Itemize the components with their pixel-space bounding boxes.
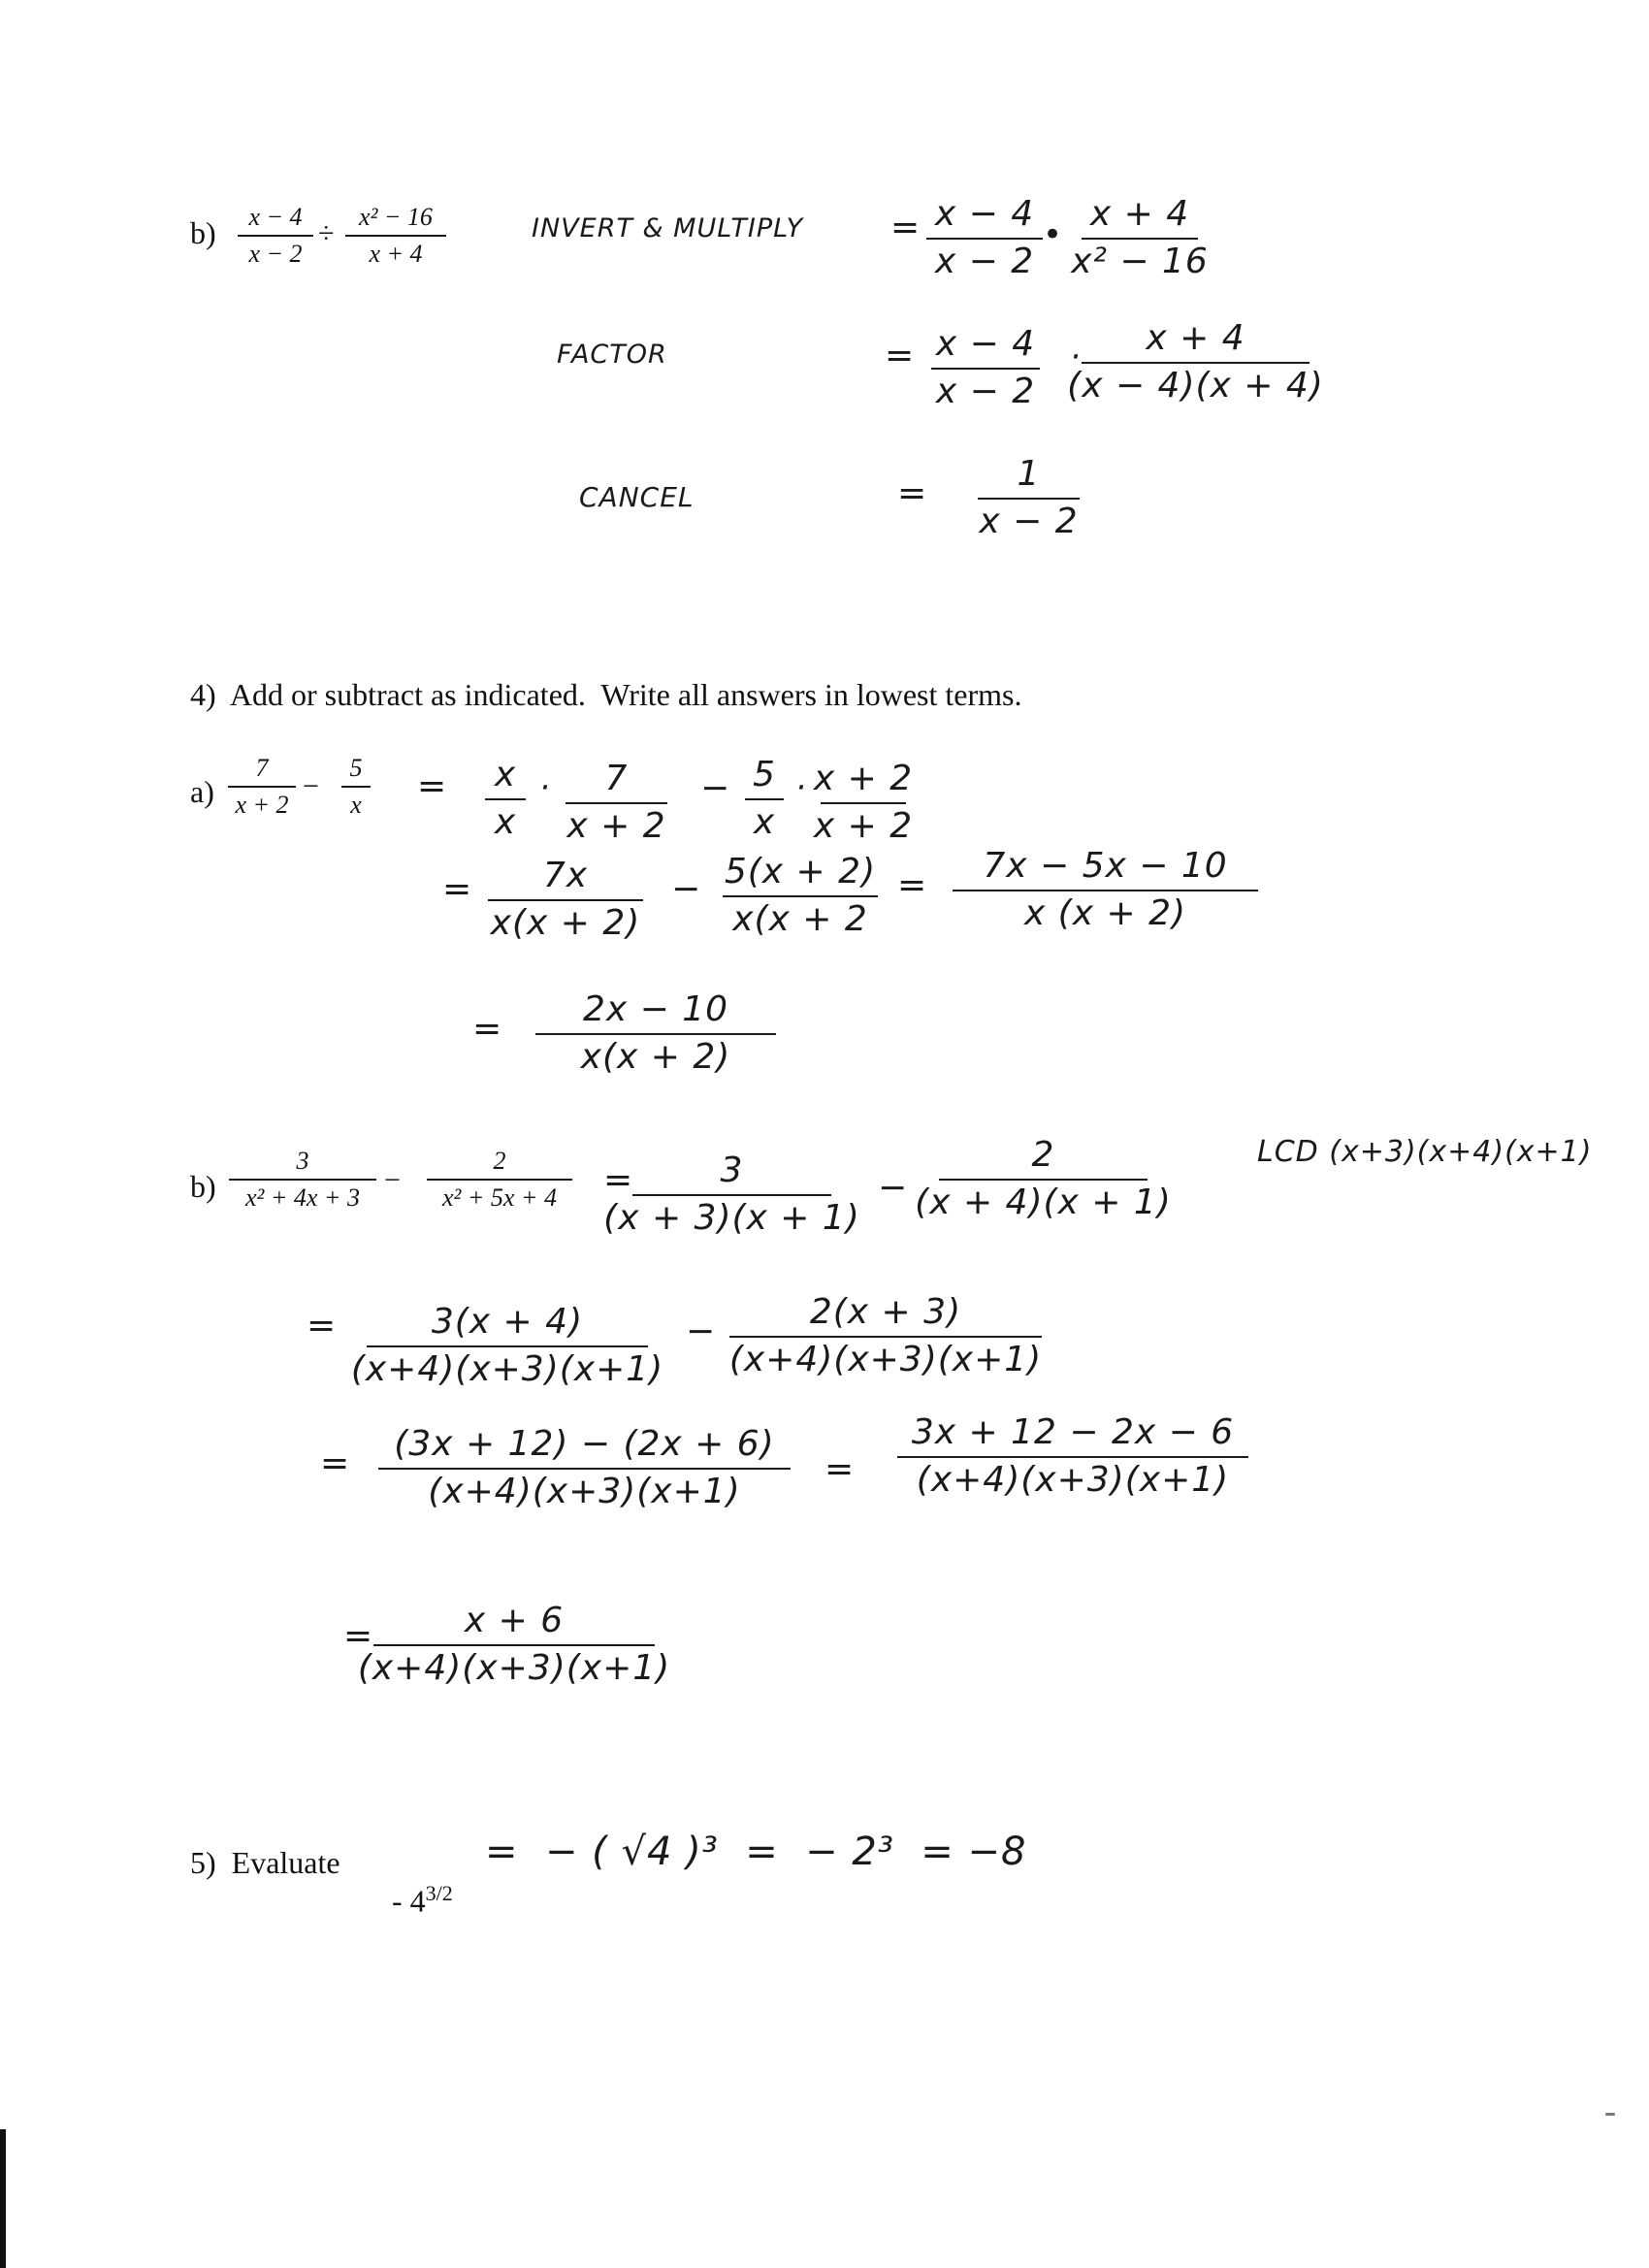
handwritten-fraction: x x	[485, 757, 526, 841]
handwritten-fraction: x + 2 x + 2	[813, 759, 914, 846]
equals-sign: =	[343, 1616, 374, 1656]
step-note: INVERT & MULTIPLY	[532, 213, 804, 243]
expression-base: - 4	[392, 1883, 426, 1919]
handwritten-fraction: 5(x + 2) x(x + 2	[724, 852, 877, 939]
minus-operator: −	[303, 770, 319, 802]
handwritten-fraction: 7x x(x + 2)	[488, 858, 643, 942]
handwritten-fraction: 3 (x + 3)(x + 1)	[603, 1150, 860, 1238]
handwritten-fraction: 2 (x + 4)(x + 1)	[915, 1135, 1172, 1222]
handwritten-fraction: x − 4 x − 2	[926, 196, 1043, 280]
handwritten-fraction: x + 4 (x − 4)(x + 4)	[1067, 318, 1324, 405]
step-note: FACTOR	[557, 340, 667, 370]
problem-label: a)	[190, 774, 214, 809]
question-prompt: 4) Add or subtract as indicated. Write all answers in lowest terms.	[190, 677, 1022, 712]
lcd-note: LCD (x+3)(x+4)(x+1)	[1257, 1135, 1593, 1169]
equals-sign: =	[885, 336, 916, 375]
minus-sign: −	[671, 869, 702, 909]
problem-label: b)	[190, 215, 216, 250]
multiply-dot: ·	[539, 768, 551, 807]
handwritten-fraction: 7x − 5x − 10 x (x + 2)	[953, 848, 1258, 932]
step-note: CANCEL	[579, 481, 695, 513]
equals-sign: =	[442, 869, 473, 909]
scan-speck	[1605, 2113, 1615, 2116]
handwritten-fraction: x − 4 x − 2	[931, 326, 1040, 410]
problem-fraction: 5 x	[341, 755, 371, 819]
minus-sign: −	[686, 1312, 717, 1351]
evaluate-expression	[376, 1845, 453, 1920]
handwritten-fraction: 2(x + 3) (x+4)(x+3)(x+1)	[728, 1292, 1043, 1379]
divide-operator: ÷	[318, 217, 335, 249]
equals-sign: =	[603, 1160, 634, 1200]
multiply-dot: •	[1043, 215, 1064, 254]
handwritten-fraction: 2x − 10 x(x + 2)	[535, 991, 776, 1076]
minus-operator: −	[384, 1164, 401, 1196]
equals-sign: =	[890, 208, 922, 247]
question-label: 5) Evaluate	[190, 1845, 340, 1880]
problem-fraction: 3 x² + 4x + 3	[229, 1148, 376, 1212]
problem-label: b)	[190, 1169, 216, 1204]
equals-sign: =	[307, 1306, 338, 1345]
expression-exponent: 3/2	[425, 1881, 453, 1905]
handwritten-fraction: 3x + 12 − 2x − 6 (x+4)(x+3)(x+1)	[897, 1414, 1248, 1499]
minus-sign: −	[878, 1168, 909, 1208]
problem-fraction: 7 x + 2	[228, 755, 296, 819]
equals-sign: =	[824, 1449, 856, 1489]
multiply-dot: ·	[1070, 338, 1082, 376]
problem-fraction: x − 4 x − 2	[238, 204, 313, 268]
problem-fraction: x² − 16 x + 4	[345, 204, 446, 268]
equals-sign: =	[320, 1443, 351, 1483]
handwritten-fraction: 5 x	[745, 757, 784, 841]
handwritten-fraction: x + 4 x² − 16	[1071, 194, 1209, 281]
scan-edge-mark	[0, 2129, 6, 2268]
evaluation-work: = − ( √4 )³ = − 2³ = −8	[485, 1830, 1027, 1874]
minus-sign: −	[700, 768, 731, 808]
equals-sign: =	[417, 766, 448, 806]
handwritten-fraction: (3x + 12) − (2x + 6) (x+4)(x+3)(x+1)	[378, 1426, 791, 1510]
handwritten-fraction: 3(x + 4) (x+4)(x+3)(x+1)	[350, 1302, 664, 1389]
handwritten-fraction: 7 x + 2	[566, 759, 666, 846]
multiply-dot: ·	[795, 768, 807, 807]
handwritten-fraction: x + 6 (x+4)(x+3)(x+1)	[357, 1601, 671, 1688]
equals-sign: =	[472, 1009, 503, 1049]
equals-sign: =	[897, 473, 928, 513]
problem-fraction: 2 x² + 5x + 4	[427, 1148, 572, 1212]
handwritten-fraction: 1 x − 2	[979, 454, 1079, 541]
equals-sign: =	[897, 865, 928, 905]
